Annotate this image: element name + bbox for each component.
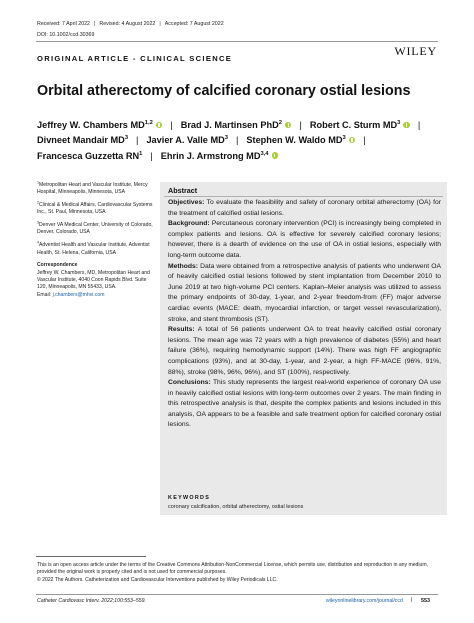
author-name: Francesca Guzzetta RN <box>37 150 140 161</box>
affiliation-text: Clinical & Medical Affairs, Cardiovascular Systems Inc., St. Paul, Minnesota, USA <box>37 202 153 216</box>
affiliation-number: 2 <box>37 200 39 205</box>
orcid-icon[interactable] <box>349 137 356 144</box>
affiliation-item <box>37 242 155 257</box>
abstract-section <box>168 262 441 326</box>
author-name: Divneet Mandair MD <box>37 135 125 146</box>
author <box>310 120 410 130</box>
footer-rule <box>36 594 438 595</box>
page-number: 553 <box>421 598 430 604</box>
footnote-rule <box>36 556 146 557</box>
author-separator: | <box>136 135 139 146</box>
author <box>146 135 228 145</box>
abstract-section-label: Objectives: <box>168 199 205 206</box>
article-title: Orbital atherectomy of calcified coronary ostial lesions <box>37 83 411 99</box>
author-name: Brad J. Martinsen PhD <box>180 120 279 130</box>
affiliation-item <box>37 202 155 217</box>
affiliation-number: 4 <box>37 240 39 245</box>
author <box>37 135 128 145</box>
abstract-section-text: Data were obtained from a retrospective analysis of patients who underwent OA of heavily calcified ostial lesions followed by stent implantation from December 2010 to June 2019 at two high-volume PCI centers. Kaplan–Meier analysis was utilized to assess the primary endpoints of 30-day, 1-year, and 2-year freedom-from (FF) major adverse cardiac events (MACE: death, myocardial infarction, or target vessel revascularization), stroke, and stent thrombosis (ST). <box>168 262 441 323</box>
author-affiliation-sup: 3 <box>224 135 228 142</box>
abstract-heading: Abstract <box>168 186 198 195</box>
abstract-rule <box>164 196 443 197</box>
abstract-section-label: Background: <box>168 220 210 228</box>
abstract-body <box>168 198 441 431</box>
author-affiliation-sup: 3 <box>124 135 129 142</box>
abstract-section-text: This study represents the largest real-world experience of coronary OA use in heavily calcified ostial lesions with long-term outcomes over 2 years. The main finding in this retrospective analysis is that, despite the complex patients and lesions included in this analysis, OA appears to be a feasible and safe treatment option for calcified coronary ostial lesions. <box>168 379 441 429</box>
author-name: Jeffrey W. Chambers MD <box>37 120 145 130</box>
journal-website-link[interactable]: wileyonlinelibrary.com/journal/ccd <box>326 598 403 604</box>
doi[interactable]: DOI: 10.1002/ccd.30369 <box>37 31 95 38</box>
footer-separator: | <box>411 597 413 603</box>
orcid-icon[interactable] <box>156 122 163 129</box>
affiliation-number: 3 <box>37 220 39 225</box>
author-affiliation-sup: 3,4 <box>260 150 269 157</box>
abstract-section <box>168 378 441 431</box>
author <box>37 151 142 161</box>
author-affiliation-sup: 3 <box>397 120 401 126</box>
author-name: Ehrin J. Armstrong MD <box>160 150 261 161</box>
license-note <box>37 562 441 584</box>
author-separator: | <box>170 120 173 130</box>
author-separator: | <box>417 120 421 130</box>
author-affiliation-sup: 1,2 <box>144 120 153 126</box>
author-list <box>37 118 447 164</box>
correspondence-heading: Correspondence <box>37 262 78 269</box>
abstract-section <box>168 219 441 261</box>
license-text: This is an open access article under the terms of the Creative Commons Attribution-NonCommercial License, which permits use, distribution and reproduction in any medium, provided the original work is properly cited and is not used for commercial purposes. <box>37 562 428 576</box>
affiliations <box>37 182 155 299</box>
orcid-icon[interactable] <box>403 122 410 129</box>
received-date: Received: 7 April 2022 <box>37 21 91 27</box>
affiliation-text: Metropolitan Heart and Vascular Institute, Mercy Hospital, Minneapolis, Minnesota, USA <box>37 182 148 196</box>
accepted-date: Accepted: 7 August 2022 <box>164 21 224 27</box>
abstract-section-label: Conclusions: <box>168 379 211 387</box>
author-affiliation-sup: 3 <box>342 135 346 142</box>
author <box>181 120 292 130</box>
journal-citation-text: Catheter Cardiovasc Interv. 2022;100:553–559. <box>37 598 146 604</box>
author-name: Stephen W. Waldo MD <box>246 135 343 146</box>
copyright-text: © 2022 The Authors. Catheterization and Cardiovascular Interventions published by Wiley Periodicals LLC. <box>37 576 278 583</box>
abstract-section-label: Methods: <box>168 262 198 270</box>
email-link[interactable]: j.chambers@mhvi.com <box>52 291 105 298</box>
keywords-heading: KEYWORDS <box>168 495 211 501</box>
article-type: ORIGINAL ARTICLE - CLINICAL SCIENCE <box>37 54 233 63</box>
orcid-icon[interactable] <box>285 122 292 129</box>
affiliation-list <box>37 182 155 257</box>
correspondence-email-line <box>37 292 155 299</box>
abstract-section-text: Percutaneous coronary intervention (PCI) is increasingly being completed in complex patients and lesions. OA is effective for severely calcified coronary lesions; however, there is a dearth of evidence on the use of OA in ostial lesions, especially with long-term outcome data. <box>168 220 441 259</box>
email-label: Email: <box>37 291 52 298</box>
affiliation-item <box>37 222 155 237</box>
journal-citation <box>37 598 146 604</box>
dates-line <box>37 21 224 27</box>
date-separator: | <box>159 21 161 27</box>
correspondence-text: Jeffrey W. Chambers, MD, Metropolitan Heart and Vascular Institute, 4040 Coon Rapids Blvd. Suite 120, Minneapolis, MN 55433, USA. <box>37 269 150 291</box>
author-affiliation-sup: 2 <box>278 120 282 126</box>
revised-date: Revised: 4 August 2022 <box>99 21 156 27</box>
affiliation-text: Adventist Health and Vascular Institute, Adventist Health, St. Helena, California, USA <box>37 242 150 256</box>
abstract-section <box>168 198 441 219</box>
author <box>161 151 278 161</box>
author-separator: | <box>235 135 239 146</box>
author-separator: | <box>299 120 302 130</box>
abstract-section-text: A total of 56 patients underwent OA to treat heavily calcified ostial coronary lesions. The mean age was 72 years with a high prevalence of diabetes (55%) and heart failure (36%), requiring hemodynamic support (14%). There was high FF angiographic complications (93%), and at 30-day, 1-year, and 2-year, a high FF-MACE (96%, 91%, 88%), stroke (98%, 96%, 96%), and ST (100%), respectively. <box>168 326 441 376</box>
abstract-section <box>168 325 441 378</box>
date-separator: | <box>94 21 96 27</box>
author-separator: | <box>363 135 366 146</box>
publisher-logo: WILEY <box>394 44 437 58</box>
affiliation-text: Denver VA Medical Center, University of Colorado, Denver, Colorado, USA <box>37 222 153 236</box>
author-name: Robert C. Sturm MD <box>309 120 398 130</box>
author <box>246 135 355 145</box>
author-name: Javier A. Valle MD <box>146 135 225 146</box>
keywords-text: coronary calcification, orbital atherectomy, ostial lesions <box>168 504 304 510</box>
author-separator: | <box>150 150 153 161</box>
abstract-section-label: Results: <box>168 326 195 334</box>
affiliation-item <box>37 182 155 197</box>
orcid-icon[interactable] <box>272 152 279 159</box>
header-rule <box>36 41 438 42</box>
affiliation-number: 1 <box>37 180 39 185</box>
author-affiliation-sup: 1 <box>139 150 143 157</box>
abstract-section-text: To evaluate the feasibility and safety of coronary orbital atherectomy (OA) for the treatment of calcified ostial lesions. <box>168 199 441 217</box>
author <box>37 120 162 130</box>
